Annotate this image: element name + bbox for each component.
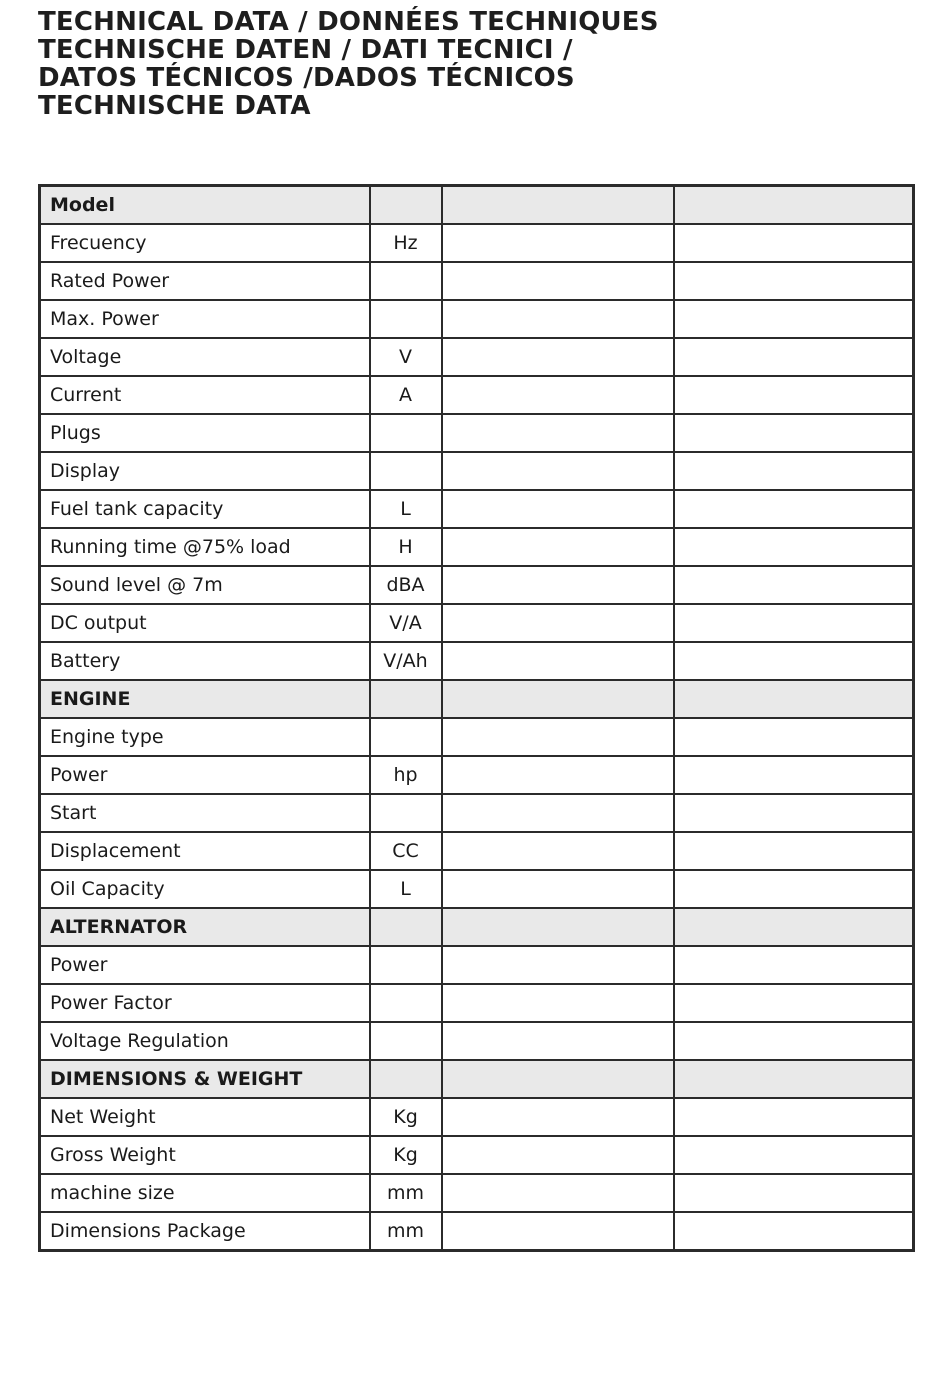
spec-value-cell — [674, 224, 914, 262]
section-header-row — [40, 680, 914, 718]
spec-label: Power Factor — [40, 984, 370, 1022]
spec-unit: Hz — [370, 224, 442, 262]
table-row — [40, 262, 914, 300]
spec-value-cell — [674, 642, 914, 680]
technical-data-body — [40, 186, 914, 1251]
table-row — [40, 452, 914, 490]
spec-value-cell — [674, 1022, 914, 1060]
spec-unit — [370, 452, 442, 490]
spec-value-cell — [674, 452, 914, 490]
table-row — [40, 946, 914, 984]
section-title: ENGINE — [40, 680, 370, 718]
table-row — [40, 414, 914, 452]
spec-value-cell — [674, 794, 914, 832]
spec-value-cell — [442, 452, 674, 490]
spec-unit: A — [370, 376, 442, 414]
spec-unit: dBA — [370, 566, 442, 604]
table-row — [40, 224, 914, 262]
spec-value-cell — [442, 262, 674, 300]
table-row — [40, 376, 914, 414]
spec-unit: CC — [370, 832, 442, 870]
title-line: TECHNICAL DATA / DONNÉES TECHNIQUES — [38, 7, 659, 37]
table-row — [40, 794, 914, 832]
spec-unit: hp — [370, 756, 442, 794]
spec-label: Current — [40, 376, 370, 414]
spec-value-cell — [674, 946, 914, 984]
section-title: DIMENSIONS & WEIGHT — [40, 1060, 370, 1098]
spec-label: Net Weight — [40, 1098, 370, 1136]
spec-value-cell — [442, 1060, 674, 1098]
spec-value-cell — [442, 528, 674, 566]
spec-value-cell — [674, 262, 914, 300]
spec-unit: Kg — [370, 1136, 442, 1174]
spec-value-cell — [674, 376, 914, 414]
spec-label: Displacement — [40, 832, 370, 870]
technical-data-table — [38, 184, 915, 1252]
spec-value-cell — [442, 642, 674, 680]
table-row — [40, 604, 914, 642]
spec-unit — [370, 414, 442, 452]
table-row — [40, 1212, 914, 1251]
table-row — [40, 984, 914, 1022]
spec-unit: L — [370, 490, 442, 528]
table-row — [40, 756, 914, 794]
spec-label: Power — [40, 756, 370, 794]
spec-label: Plugs — [40, 414, 370, 452]
spec-value-cell — [674, 414, 914, 452]
spec-label: Dimensions Package — [40, 1212, 370, 1251]
spec-value-cell — [442, 1174, 674, 1212]
spec-value-cell — [674, 300, 914, 338]
spec-value-cell — [442, 870, 674, 908]
spec-value-cell — [674, 1174, 914, 1212]
table-row — [40, 718, 914, 756]
table-row — [40, 1098, 914, 1136]
table-row — [40, 1022, 914, 1060]
spec-value-cell — [674, 490, 914, 528]
spec-value-cell — [442, 680, 674, 718]
spec-value-cell — [674, 1060, 914, 1098]
spec-label: Oil Capacity — [40, 870, 370, 908]
title-line: TECHNISCHE DATEN / DATI TECNICI / — [38, 35, 573, 65]
table-row — [40, 300, 914, 338]
spec-unit — [370, 794, 442, 832]
spec-value-cell — [442, 300, 674, 338]
spec-value-cell — [674, 186, 914, 225]
spec-label: Display — [40, 452, 370, 490]
spec-value-cell — [442, 946, 674, 984]
spec-unit — [370, 1022, 442, 1060]
spec-unit — [370, 680, 442, 718]
spec-value-cell — [442, 984, 674, 1022]
spec-value-cell — [442, 794, 674, 832]
spec-unit: Kg — [370, 1098, 442, 1136]
table-row — [40, 870, 914, 908]
table-row — [40, 566, 914, 604]
spec-unit — [370, 718, 442, 756]
spec-value-cell — [442, 566, 674, 604]
spec-unit: mm — [370, 1212, 442, 1251]
spec-label: Sound level @ 7m — [40, 566, 370, 604]
spec-label: Running time @75% load — [40, 528, 370, 566]
spec-unit — [370, 984, 442, 1022]
title-line: DATOS TÉCNICOS /DADOS TÉCNICOS — [38, 63, 575, 93]
spec-label: Engine type — [40, 718, 370, 756]
spec-value-cell — [674, 908, 914, 946]
spec-value-cell — [674, 528, 914, 566]
spec-label: Frecuency — [40, 224, 370, 262]
spec-value-cell — [442, 756, 674, 794]
spec-unit: mm — [370, 1174, 442, 1212]
spec-unit: H — [370, 528, 442, 566]
spec-label: Gross Weight — [40, 1136, 370, 1174]
spec-value-cell — [442, 604, 674, 642]
spec-value-cell — [674, 338, 914, 376]
table-row — [40, 1136, 914, 1174]
table-row — [40, 642, 914, 680]
table-row — [40, 490, 914, 528]
title-line: TECHNISCHE DATA — [38, 91, 311, 121]
spec-value-cell — [442, 224, 674, 262]
spec-value-cell — [442, 1212, 674, 1251]
spec-value-cell — [674, 566, 914, 604]
spec-value-cell — [674, 756, 914, 794]
section-title: Model — [40, 186, 370, 225]
spec-unit — [370, 186, 442, 225]
spec-value-cell — [442, 186, 674, 225]
spec-unit: V/Ah — [370, 642, 442, 680]
spec-label: Start — [40, 794, 370, 832]
page-title — [38, 8, 918, 120]
spec-value-cell — [674, 870, 914, 908]
section-header-row — [40, 1060, 914, 1098]
spec-label: Power — [40, 946, 370, 984]
table-row — [40, 1174, 914, 1212]
section-title: ALTERNATOR — [40, 908, 370, 946]
spec-label: Voltage — [40, 338, 370, 376]
spec-label: Voltage Regulation — [40, 1022, 370, 1060]
spec-unit: L — [370, 870, 442, 908]
spec-label: machine size — [40, 1174, 370, 1212]
spec-value-cell — [442, 490, 674, 528]
spec-value-cell — [442, 908, 674, 946]
spec-unit — [370, 1060, 442, 1098]
spec-value-cell — [442, 1136, 674, 1174]
spec-value-cell — [674, 1098, 914, 1136]
table-row — [40, 338, 914, 376]
section-header-row — [40, 186, 914, 225]
spec-value-cell — [674, 984, 914, 1022]
spec-value-cell — [674, 832, 914, 870]
spec-label: DC output — [40, 604, 370, 642]
spec-unit: V — [370, 338, 442, 376]
spec-unit: V/A — [370, 604, 442, 642]
spec-value-cell — [674, 680, 914, 718]
spec-value-cell — [674, 718, 914, 756]
spec-value-cell — [674, 1212, 914, 1251]
spec-unit — [370, 908, 442, 946]
spec-value-cell — [674, 604, 914, 642]
spec-value-cell — [442, 718, 674, 756]
spec-label: Rated Power — [40, 262, 370, 300]
spec-value-cell — [442, 414, 674, 452]
spec-value-cell — [442, 338, 674, 376]
spec-unit — [370, 300, 442, 338]
spec-unit — [370, 262, 442, 300]
spec-unit — [370, 946, 442, 984]
spec-label: Battery — [40, 642, 370, 680]
spec-value-cell — [674, 1136, 914, 1174]
spec-value-cell — [442, 832, 674, 870]
spec-value-cell — [442, 1098, 674, 1136]
table-row — [40, 528, 914, 566]
spec-label: Fuel tank capacity — [40, 490, 370, 528]
spec-value-cell — [442, 1022, 674, 1060]
section-header-row — [40, 908, 914, 946]
spec-value-cell — [442, 376, 674, 414]
spec-label: Max. Power — [40, 300, 370, 338]
table-row — [40, 832, 914, 870]
